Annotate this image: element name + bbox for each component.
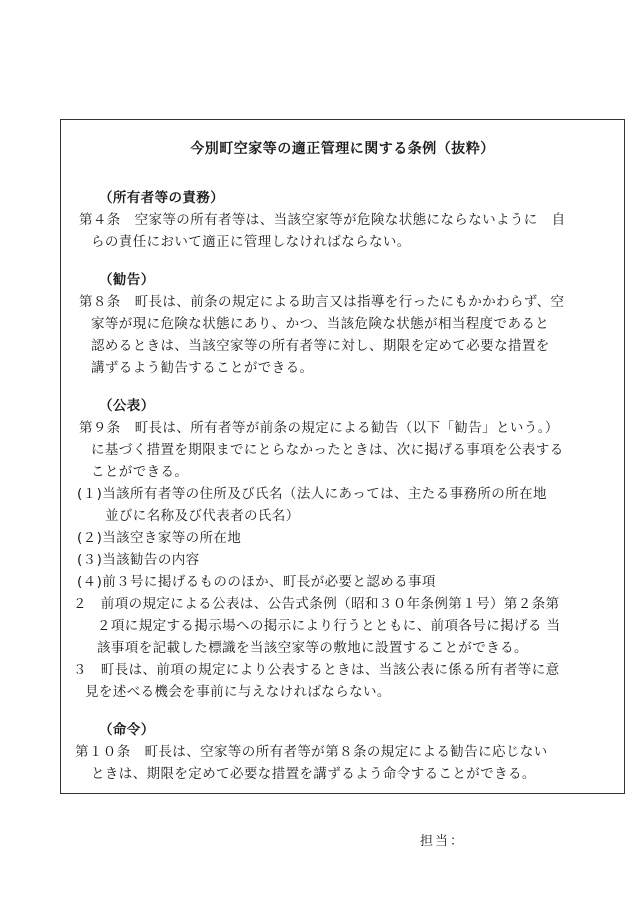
article-9-item-4: (４)前３号に掲げるもののほか、町長が必要と認める事項 — [77, 574, 436, 590]
ordinance-excerpt-frame — [60, 119, 625, 794]
article-10-line-1: 第１０条 町長は、空家等の所有者等が第８条の規定による勧告に応じない — [75, 744, 548, 760]
article-9-item-3: (３)当該勧告の内容 — [77, 552, 200, 568]
section-heading-owner-duty: （所有者等の責務） — [99, 190, 225, 206]
article-9-item-2: (２)当該空き家等の所在地 — [77, 530, 242, 546]
article-9-item-1-line-2: 並びに名称及び代表者の氏名） — [105, 508, 300, 524]
article-9-para-2-line-2: ２項に規定する掲示場への掲示により行うとともに、前項各号に掲げる 当 — [97, 618, 561, 634]
article-9-para-3-line-2: 見を述べる機会を事前に与えなければならない。 — [85, 684, 391, 700]
article-8-line-3: 認めるときは、当該空家等の所有者等に対し、期限を定めて必要な措置を — [91, 338, 550, 354]
article-9-para-2-line-1: ２ 前項の規定による公表は、公告式条例（昭和３０年条例第１号）第２条第 — [73, 596, 560, 612]
article-4-line-2: らの責任において適正に管理しなければならない。 — [91, 234, 411, 250]
section-heading-publication: （公表） — [99, 398, 155, 414]
person-in-charge-label: 担当： — [420, 834, 466, 849]
document-title: 今別町空家等の適正管理に関する条例（抜粋） — [190, 141, 495, 157]
article-9-line-1: 第９条 町長は、所有者等が前条の規定による勧告（以下「勧告」という。） — [79, 420, 559, 436]
article-9-item-1-line-1: (１)当該所有者等の住所及び氏名（法人にあっては、主たる事務所の所在地 — [77, 486, 547, 502]
article-10-line-2: ときは、期限を定めて必要な措置を講ずるよう命令することができる。 — [91, 766, 536, 782]
article-4-line-1: 第４条 空家等の所有者等は、当該空家等が危険な状態にならないように 自 — [79, 212, 566, 228]
article-8-line-1: 第８条 町長は、前条の規定による助言又は指導を行ったにもかかわらず、空 — [79, 294, 565, 310]
article-8-line-2: 家等が現に危険な状態にあり、かつ、当該危険な状態が相当程度であると — [91, 316, 550, 332]
article-8-line-4: 講ずるよう勧告することができる。 — [91, 360, 314, 376]
article-9-line-3: ことができる。 — [91, 464, 189, 480]
article-9-line-2: に基づく措置を期限までにとらなかったときは、次に掲げる事項を公表する — [91, 442, 564, 458]
article-9-para-2-line-3: 該事項を記載した標識を当該空家等の敷地に設置することができる。 — [97, 640, 528, 656]
section-heading-order: （命令） — [99, 722, 155, 738]
section-heading-recommendation: （勧告） — [99, 272, 155, 288]
article-9-para-3-line-1: ３ 町長は、前項の規定により公表するときは、当該公表に係る所有者等に意 — [73, 662, 560, 678]
